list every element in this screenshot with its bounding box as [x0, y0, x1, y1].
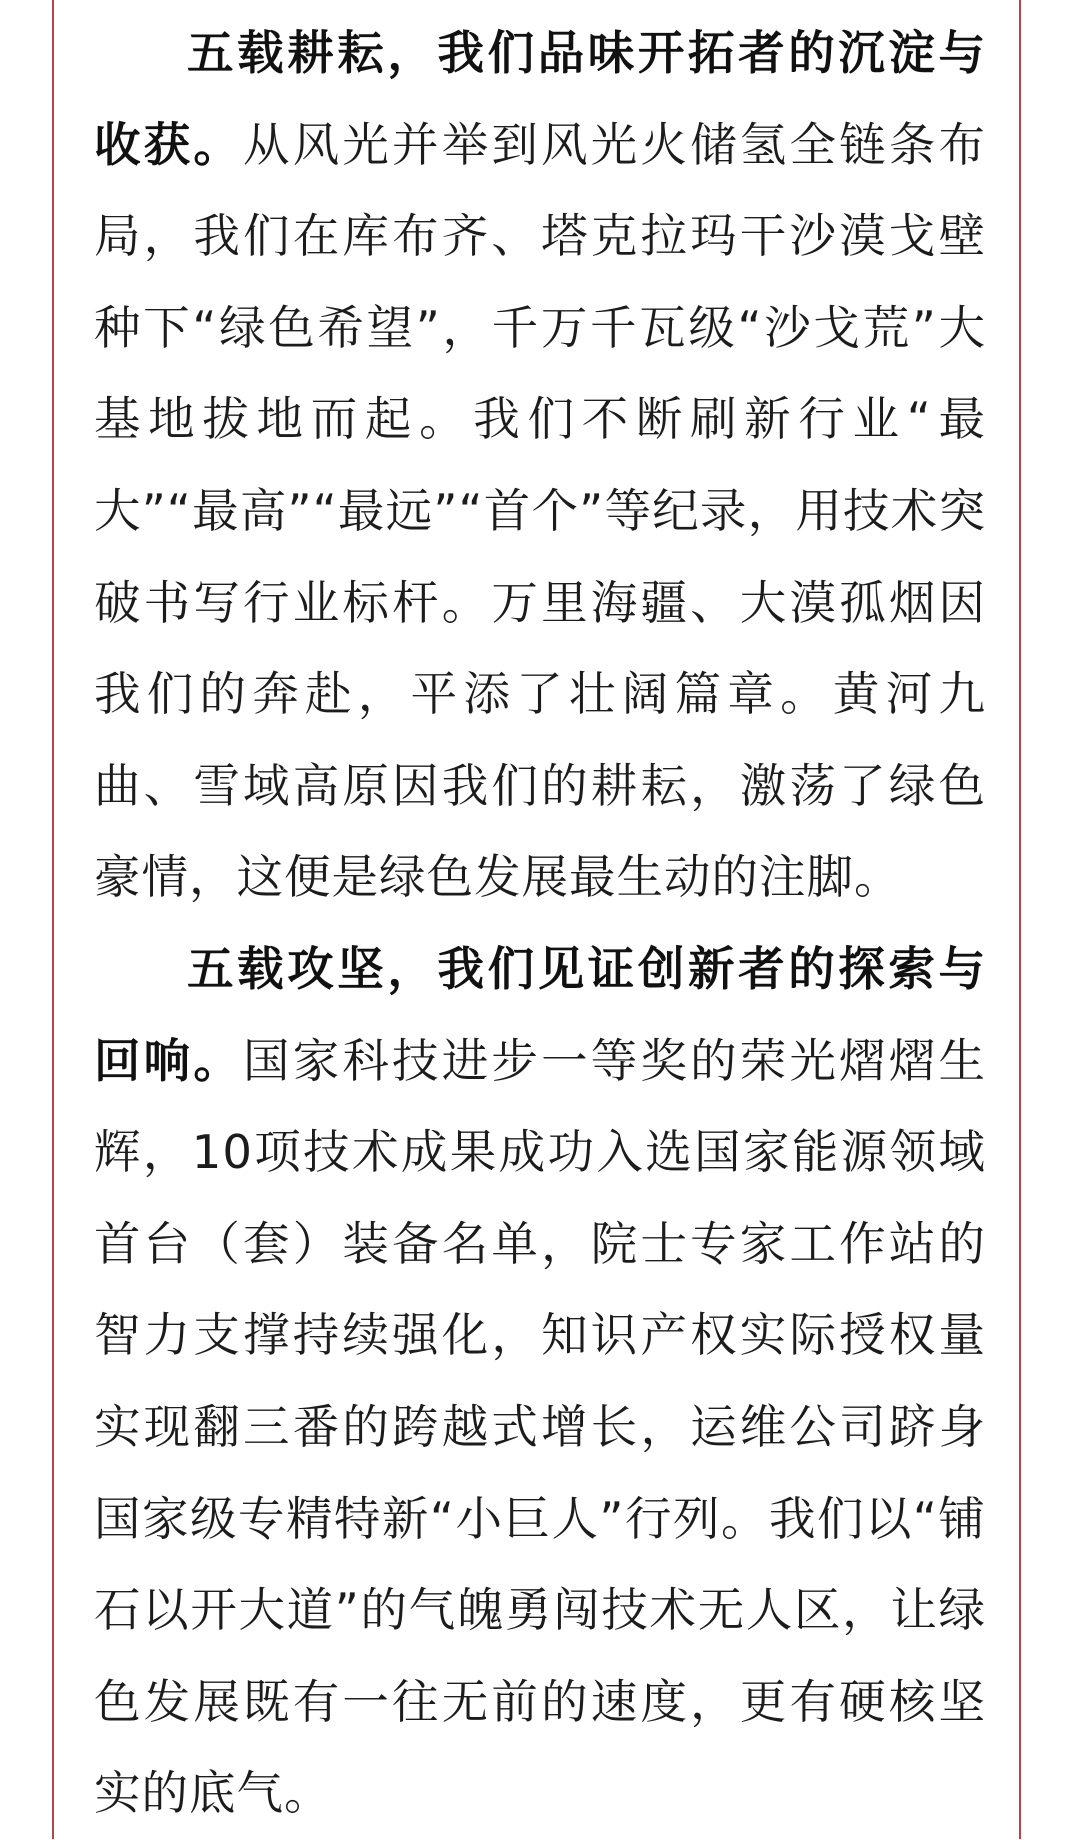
paragraph-1-body: 从风光并举到风光火储氢全链条布局，我们在库布齐、塔克拉玛干沙漠戈壁种下“绿色希望”，千万千瓦级“沙戈荒”大基地拔地而起。我们不断刷新行业“最大”“最高”“最远”“首个”等纪录，用技术突破书写行业标杆。万里海疆、大漠孤烟因我们的奔赴，平添了壮阔篇章。黄河九曲、雪域高原因我们的耕耘，激荡了绿色豪情，这便是绿色发展最生动的注脚。 [94, 117, 987, 905]
paragraph-1-lead: 五载耕耘，我们品味开拓者的沉淀与收获。 [94, 26, 986, 172]
right-border-line [1019, 0, 1021, 1839]
left-border-line [52, 0, 54, 1839]
paragraph-2 [94, 924, 986, 1840]
paragraph-2-lead: 五载攻坚，我们见证创新者的探索与回响。 [94, 941, 986, 1088]
article-body [94, 8, 986, 1840]
paragraph-2-body: 国家科技进步一等奖的荣光熠熠生辉，10项技术成果成功入选国家能源领域首台（套）装备名单，院士专家工作站的智力支撑持续强化，知识产权实际授权量实现翻三番的跨越式增长，运维公司跻身国家级专精特新“小巨人”行列。我们以“铺石以开大道”的气魄勇闯技术无人区，让绿色发展既有一往无前的速度，更有硬核坚实的底气。 [94, 1033, 987, 1821]
paragraph-1 [94, 8, 986, 924]
